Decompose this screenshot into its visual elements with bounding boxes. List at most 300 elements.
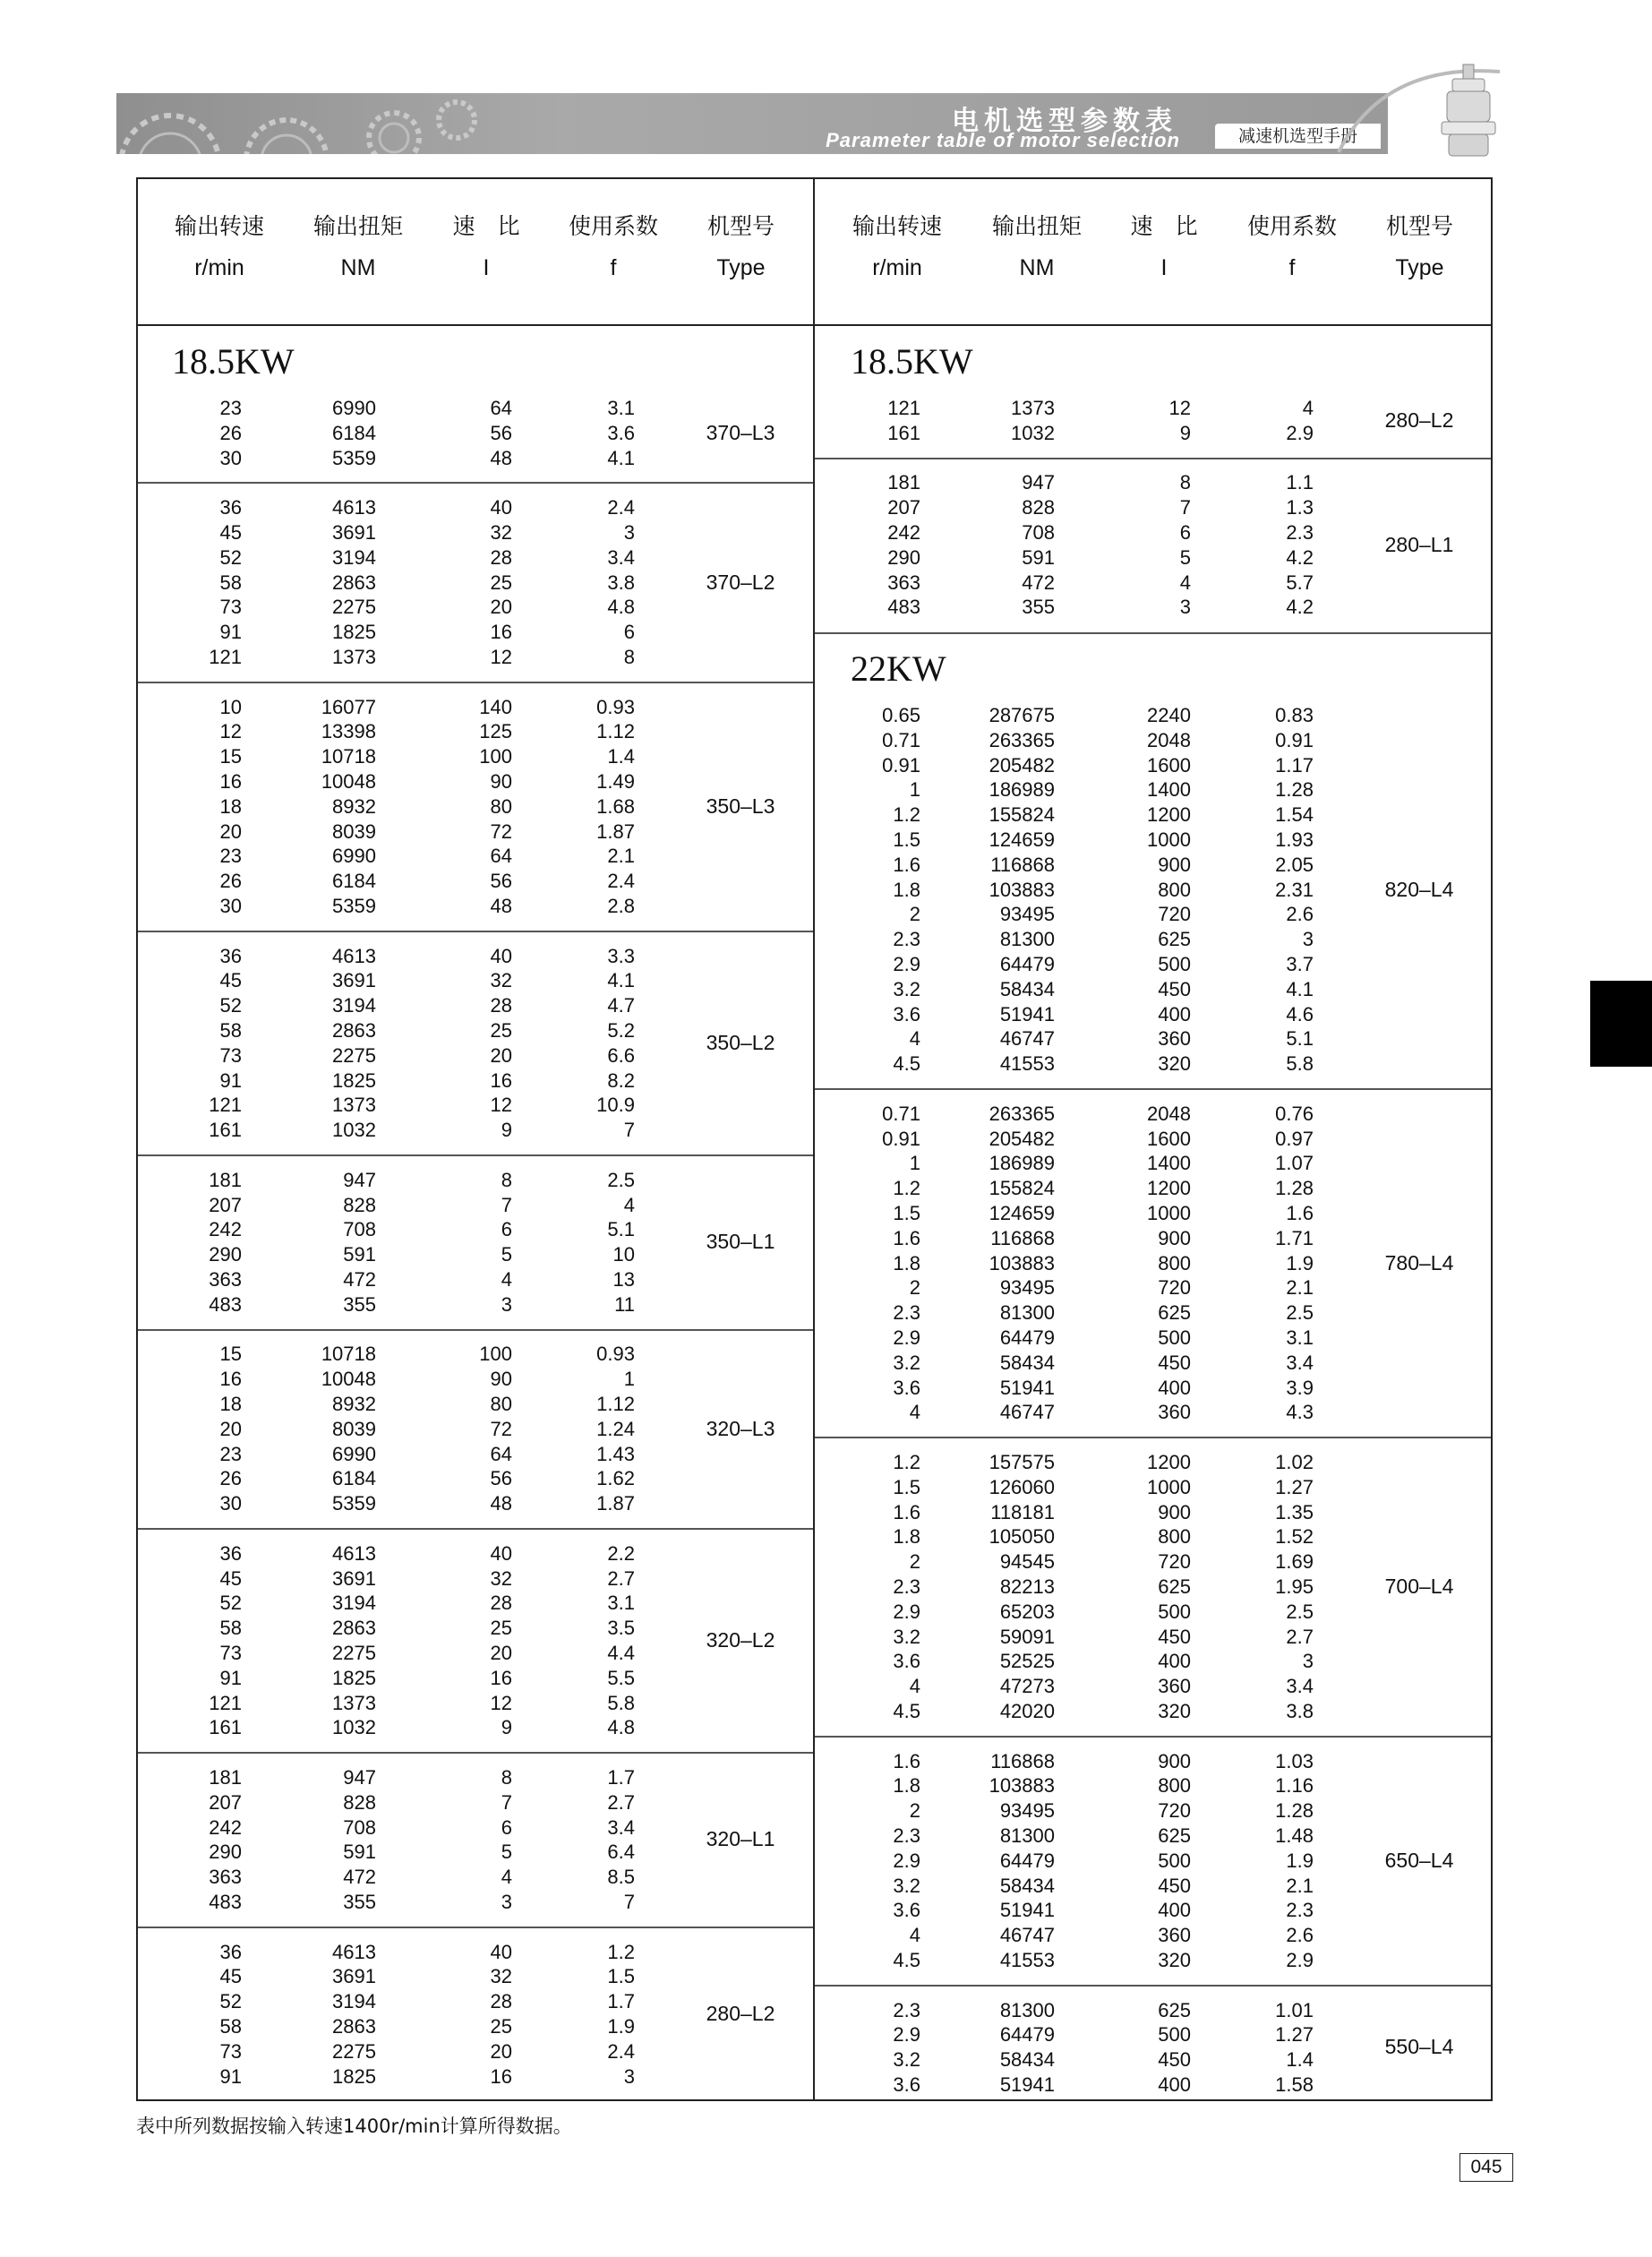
torque-cell: 1032 xyxy=(1011,421,1055,444)
torque-cell: 10048 xyxy=(321,1368,376,1391)
factor-cell: 1.4 xyxy=(1286,2048,1314,2072)
speed-cell: 290 xyxy=(887,545,920,569)
factor-cell: 3.6 xyxy=(607,421,635,444)
factor-cell: 2.1 xyxy=(1286,1874,1314,1897)
torque-cell: 1825 xyxy=(332,1666,376,1689)
ratio-cell: 48 xyxy=(490,1492,512,1515)
speed-cell: 161 xyxy=(887,421,920,444)
factor-cell: 2.1 xyxy=(1286,1276,1314,1300)
factor-cell: 1.87 xyxy=(596,1492,635,1515)
ratio-cell: 28 xyxy=(490,1592,512,1615)
ratio-cell: 1400 xyxy=(1147,1152,1191,1175)
ratio-cell: 1600 xyxy=(1147,753,1191,777)
ratio-cell: 625 xyxy=(1158,1998,1191,2021)
model-type-label: 650–L4 xyxy=(1384,1848,1454,1872)
ratio-cell: 28 xyxy=(490,545,512,569)
torque-cell: 591 xyxy=(343,1841,376,1864)
speed-cell: 363 xyxy=(209,1866,242,1889)
speed-cell: 18 xyxy=(219,1392,242,1415)
speed-cell: 30 xyxy=(219,894,242,917)
factor-cell: 1.6 xyxy=(1286,1201,1314,1224)
speed-cell: 1.5 xyxy=(893,1201,920,1224)
torque-cell: 116868 xyxy=(990,1749,1055,1772)
factor-cell: 1.9 xyxy=(1286,1251,1314,1274)
factor-cell: 1.12 xyxy=(596,1392,635,1415)
torque-cell: 3194 xyxy=(332,1990,376,2013)
torque-cell: 13398 xyxy=(321,720,376,743)
torque-cell: 81300 xyxy=(999,1824,1055,1847)
factor-cell: 1.27 xyxy=(1275,1475,1314,1498)
torque-cell: 5359 xyxy=(332,1492,376,1515)
ratio-cell: 6 xyxy=(1179,520,1191,544)
factor-cell: 1.43 xyxy=(596,1442,635,1465)
factor-cell: 2.1 xyxy=(607,845,635,868)
torque-cell: 41553 xyxy=(999,1052,1055,1076)
torque-cell: 3194 xyxy=(332,994,376,1017)
factor-cell: 1.95 xyxy=(1275,1575,1314,1598)
speed-cell: 30 xyxy=(219,1492,242,1515)
ratio-cell: 6 xyxy=(501,1218,512,1241)
speed-cell: 16 xyxy=(219,769,242,793)
speed-cell: 1.2 xyxy=(893,1451,920,1473)
speed-cell: 1.8 xyxy=(893,1251,920,1274)
speed-cell: 26 xyxy=(219,421,242,444)
model-type-label: 700–L4 xyxy=(1384,1574,1454,1598)
speed-cell: 26 xyxy=(219,870,242,893)
speed-cell: 290 xyxy=(209,1243,242,1266)
speed-cell: 58 xyxy=(219,1018,242,1042)
torque-cell: 124659 xyxy=(989,828,1055,851)
factor-cell: 1.28 xyxy=(1275,1177,1314,1200)
ratio-cell: 56 xyxy=(490,1467,512,1490)
ratio-cell: 64 xyxy=(490,1442,512,1465)
ratio-cell: 1200 xyxy=(1147,1177,1191,1200)
ratio-cell: 450 xyxy=(1158,1625,1191,1648)
torque-cell: 81300 xyxy=(999,1301,1055,1325)
ratio-cell: 20 xyxy=(490,1641,512,1664)
ratio-cell: 320 xyxy=(1158,1699,1191,1722)
speed-cell: 242 xyxy=(209,1815,242,1839)
torque-cell: 591 xyxy=(1022,545,1055,569)
factor-cell: 1.62 xyxy=(596,1467,635,1490)
torque-cell: 58434 xyxy=(999,1874,1055,1897)
speed-cell: 2.3 xyxy=(893,1998,920,2021)
torque-cell: 93495 xyxy=(999,1276,1055,1300)
ratio-cell: 90 xyxy=(490,1368,512,1391)
header-torque: 输出扭矩 NM xyxy=(312,213,403,280)
torque-cell: 2863 xyxy=(332,571,376,594)
torque-cell: 93495 xyxy=(999,1799,1055,1823)
ratio-cell: 4 xyxy=(501,1267,512,1291)
ratio-cell: 360 xyxy=(1158,1401,1191,1424)
torque-cell: 263365 xyxy=(989,728,1055,751)
torque-cell: 2275 xyxy=(332,1641,376,1664)
ratio-cell: 125 xyxy=(479,720,512,743)
speed-cell: 58 xyxy=(219,2014,242,2038)
torque-cell: 105050 xyxy=(989,1525,1055,1549)
ratio-cell: 100 xyxy=(479,1343,512,1366)
factor-cell: 1.17 xyxy=(1275,753,1314,777)
speed-cell: 207 xyxy=(209,1790,242,1814)
factor-cell: 4.1 xyxy=(607,446,635,469)
factor-cell: 3.9 xyxy=(1286,1376,1314,1399)
torque-cell: 5359 xyxy=(332,446,376,469)
torque-cell: 2275 xyxy=(332,1043,376,1067)
group-separator xyxy=(138,1154,813,1156)
ratio-cell: 7 xyxy=(501,1193,512,1216)
factor-cell: 8.2 xyxy=(607,1068,635,1092)
factor-cell: 1.12 xyxy=(596,720,635,743)
factor-cell: 1.7 xyxy=(607,1766,635,1789)
speed-cell: 1.6 xyxy=(893,1749,920,1772)
speed-cell: 483 xyxy=(209,1292,242,1316)
speed-cell: 91 xyxy=(219,1666,242,1689)
speed-cell: 18 xyxy=(219,794,242,818)
torque-cell: 6184 xyxy=(332,1467,376,1490)
torque-cell: 205482 xyxy=(989,1127,1055,1150)
factor-cell: 2.3 xyxy=(1286,520,1314,544)
speed-cell: 1.6 xyxy=(893,1226,920,1249)
factor-cell: 2.8 xyxy=(607,894,635,917)
speed-cell: 4 xyxy=(909,1675,920,1698)
torque-cell: 8039 xyxy=(332,820,376,843)
ratio-cell: 25 xyxy=(490,2014,512,2038)
speed-cell: 121 xyxy=(209,1691,242,1714)
factor-cell: 1.7 xyxy=(607,1990,635,2013)
torque-cell: 58434 xyxy=(999,1351,1055,1374)
torque-cell: 116868 xyxy=(990,853,1055,876)
group-separator xyxy=(815,1437,1491,1438)
model-type-label: 320–L2 xyxy=(706,1628,775,1652)
ratio-cell: 64 xyxy=(490,845,512,868)
ratio-cell: 32 xyxy=(490,969,512,992)
factor-cell: 2.7 xyxy=(607,1790,635,1814)
factor-cell: 6.4 xyxy=(607,1841,635,1864)
section-title-right-1: 18.5KW xyxy=(851,341,973,382)
factor-cell: 5.1 xyxy=(607,1218,635,1241)
torque-cell: 708 xyxy=(343,1815,376,1839)
side-tab-marker xyxy=(1590,981,1652,1067)
factor-cell: 8 xyxy=(623,645,635,668)
factor-cell: 3 xyxy=(1302,928,1314,951)
factor-cell: 2.2 xyxy=(607,1541,635,1565)
torque-cell: 8039 xyxy=(332,1417,376,1440)
speed-cell: 4.5 xyxy=(893,1948,920,1971)
factor-cell: 3.4 xyxy=(1286,1351,1314,1374)
speed-cell: 52 xyxy=(219,994,242,1017)
ratio-cell: 64 xyxy=(490,397,512,419)
model-type-label: 370–L3 xyxy=(706,420,775,444)
model-type-label: 370–L2 xyxy=(706,570,775,594)
torque-cell: 64479 xyxy=(999,1849,1055,1872)
factor-cell: 7 xyxy=(623,1119,635,1142)
header-type-right: 机型号 Type xyxy=(1385,213,1453,280)
torque-cell: 1373 xyxy=(332,645,376,668)
ratio-cell: 450 xyxy=(1158,2048,1191,2072)
speed-cell: 36 xyxy=(219,1940,242,1963)
model-type-label: 280–L2 xyxy=(1384,408,1454,432)
ratio-cell: 12 xyxy=(490,1691,512,1714)
torque-cell: 81300 xyxy=(999,1998,1055,2021)
model-type-label: 820–L4 xyxy=(1384,877,1454,901)
ratio-cell: 16 xyxy=(490,1666,512,1689)
model-type-label: 280–L2 xyxy=(706,2002,775,2025)
factor-cell: 1.71 xyxy=(1275,1226,1314,1249)
speed-cell: 1 xyxy=(909,1152,920,1175)
page-title: 电机选型参数表 xyxy=(952,106,1177,137)
torque-cell: 472 xyxy=(343,1866,376,1889)
factor-cell: 4.8 xyxy=(607,596,635,619)
speed-cell: 15 xyxy=(219,1343,242,1366)
ratio-cell: 20 xyxy=(490,1043,512,1067)
factor-cell: 1.07 xyxy=(1275,1152,1314,1175)
torque-cell: 103883 xyxy=(989,1251,1055,1274)
speed-cell: 207 xyxy=(887,496,920,519)
ratio-cell: 720 xyxy=(1158,1799,1191,1823)
torque-cell: 6990 xyxy=(332,397,376,419)
torque-cell: 708 xyxy=(1022,520,1055,544)
torque-cell: 1373 xyxy=(1011,397,1055,419)
factor-cell: 3.8 xyxy=(1286,1699,1314,1722)
factor-cell: 1.01 xyxy=(1275,1998,1314,2021)
ratio-cell: 25 xyxy=(490,571,512,594)
factor-cell: 5.7 xyxy=(1286,571,1314,594)
ratio-cell: 900 xyxy=(1158,1500,1191,1523)
torque-cell: 10718 xyxy=(321,745,376,768)
ratio-cell: 56 xyxy=(490,421,512,444)
speed-cell: 15 xyxy=(219,745,242,768)
factor-cell: 1.48 xyxy=(1275,1824,1314,1847)
torque-cell: 947 xyxy=(343,1766,376,1789)
ratio-cell: 3 xyxy=(501,1292,512,1316)
ratio-cell: 72 xyxy=(490,1417,512,1440)
factor-cell: 3.5 xyxy=(607,1617,635,1640)
ratio-cell: 16 xyxy=(490,1068,512,1092)
torque-cell: 3691 xyxy=(332,1566,376,1590)
torque-cell: 94545 xyxy=(999,1550,1055,1574)
factor-cell: 4.6 xyxy=(1286,1002,1314,1026)
torque-cell: 116868 xyxy=(990,1226,1055,1249)
ratio-cell: 40 xyxy=(490,496,512,519)
speed-cell: 121 xyxy=(209,645,242,668)
speed-cell: 1.6 xyxy=(893,1500,920,1523)
factor-cell: 1.52 xyxy=(1275,1525,1314,1549)
factor-cell: 4.1 xyxy=(1286,977,1314,1000)
speed-cell: 2.3 xyxy=(893,928,920,951)
torque-cell: 157575 xyxy=(989,1451,1055,1473)
torque-cell: 472 xyxy=(1022,571,1055,594)
factor-cell: 1.58 xyxy=(1275,2072,1314,2096)
factor-cell: 5.1 xyxy=(1286,1027,1314,1051)
torque-cell: 46747 xyxy=(999,1924,1055,1947)
factor-cell: 2.6 xyxy=(1286,903,1314,926)
speed-cell: 2.3 xyxy=(893,1824,920,1847)
torque-cell: 6990 xyxy=(332,1442,376,1465)
factor-cell: 2.5 xyxy=(1286,1600,1314,1623)
torque-cell: 355 xyxy=(343,1292,376,1316)
speed-cell: 4 xyxy=(909,1027,920,1051)
torque-cell: 6990 xyxy=(332,845,376,868)
factor-cell: 13 xyxy=(612,1267,635,1291)
speed-cell: 181 xyxy=(209,1766,242,1789)
ratio-cell: 20 xyxy=(490,596,512,619)
group-separator xyxy=(138,1528,813,1530)
ratio-cell: 500 xyxy=(1158,1326,1191,1349)
ratio-cell: 4 xyxy=(501,1866,512,1889)
ratio-cell: 7 xyxy=(1179,496,1191,519)
torque-cell: 46747 xyxy=(999,1027,1055,1051)
speed-cell: 242 xyxy=(887,520,920,544)
torque-cell: 103883 xyxy=(989,878,1055,901)
speed-cell: 4 xyxy=(909,1924,920,1947)
factor-cell: 2.4 xyxy=(607,870,635,893)
speed-cell: 91 xyxy=(219,621,242,644)
ratio-cell: 500 xyxy=(1158,952,1191,975)
ratio-cell: 360 xyxy=(1158,1027,1191,1051)
speed-cell: 1.8 xyxy=(893,1774,920,1798)
speed-cell: 1.2 xyxy=(893,803,920,827)
footnote: 表中所列数据按输入转速1400r/min计算所得数据。 xyxy=(136,2115,572,2137)
factor-cell: 11 xyxy=(614,1292,635,1316)
torque-cell: 118181 xyxy=(990,1500,1055,1523)
torque-cell: 4613 xyxy=(332,496,376,519)
speed-cell: 1.8 xyxy=(893,878,920,901)
speed-cell: 52 xyxy=(219,1592,242,1615)
factor-cell: 0.97 xyxy=(1275,1127,1314,1150)
ratio-cell: 100 xyxy=(479,745,512,768)
ratio-cell: 5 xyxy=(501,1841,512,1864)
ratio-cell: 400 xyxy=(1158,1650,1191,1673)
speed-cell: 45 xyxy=(219,1566,242,1590)
ratio-cell: 20 xyxy=(490,2039,512,2063)
ratio-cell: 625 xyxy=(1158,928,1191,951)
gears-decoration xyxy=(116,93,492,154)
torque-cell: 4613 xyxy=(332,1940,376,1963)
speed-cell: 3.6 xyxy=(893,1899,920,1922)
torque-cell: 10048 xyxy=(321,769,376,793)
ratio-cell: 12 xyxy=(1168,397,1191,419)
torque-cell: 58434 xyxy=(999,977,1055,1000)
torque-cell: 126060 xyxy=(989,1475,1055,1498)
torque-cell: 3194 xyxy=(332,1592,376,1615)
speed-cell: 45 xyxy=(219,1965,242,1988)
factor-cell: 2.9 xyxy=(1286,1948,1314,1971)
factor-cell: 4.7 xyxy=(607,994,635,1017)
factor-cell: 1.27 xyxy=(1275,2023,1314,2047)
factor-cell: 1.49 xyxy=(596,769,635,793)
factor-cell: 3.3 xyxy=(607,944,635,967)
speed-cell: 3.2 xyxy=(893,2048,920,2072)
speed-cell: 16 xyxy=(219,1368,242,1391)
factor-cell: 1.9 xyxy=(607,2014,635,2038)
speed-cell: 23 xyxy=(219,397,242,419)
ratio-cell: 5 xyxy=(1179,545,1191,569)
speed-cell: 0.65 xyxy=(882,704,920,726)
ratio-cell: 4 xyxy=(1179,571,1191,594)
factor-cell: 3 xyxy=(623,520,635,544)
group-separator xyxy=(815,458,1491,459)
factor-cell: 1.24 xyxy=(596,1417,635,1440)
ratio-cell: 900 xyxy=(1158,1226,1191,1249)
ratio-cell: 400 xyxy=(1158,1899,1191,1922)
factor-cell: 6.6 xyxy=(607,1043,635,1067)
ratio-cell: 1000 xyxy=(1147,828,1191,851)
speed-cell: 23 xyxy=(219,845,242,868)
speed-cell: 290 xyxy=(209,1841,242,1864)
ratio-cell: 28 xyxy=(490,994,512,1017)
torque-cell: 47273 xyxy=(999,1675,1055,1698)
model-type-label: 320–L3 xyxy=(706,1416,775,1440)
ratio-cell: 625 xyxy=(1158,1301,1191,1325)
speed-cell: 4 xyxy=(909,1401,920,1424)
factor-cell: 1.9 xyxy=(1286,1849,1314,1872)
torque-cell: 10718 xyxy=(321,1343,376,1366)
factor-cell: 0.93 xyxy=(596,1343,635,1366)
factor-cell: 3.1 xyxy=(607,1592,635,1615)
ratio-cell: 625 xyxy=(1158,1575,1191,1598)
group-separator xyxy=(138,931,813,932)
model-type-label: 780–L4 xyxy=(1384,1250,1454,1274)
torque-cell: 3691 xyxy=(332,520,376,544)
speed-cell: 161 xyxy=(209,1716,242,1739)
factor-cell: 3.1 xyxy=(1286,1326,1314,1349)
factor-cell: 2.3 xyxy=(1286,1899,1314,1922)
speed-cell: 1.2 xyxy=(893,1177,920,1200)
torque-cell: 287675 xyxy=(989,704,1055,726)
speed-cell: 52 xyxy=(219,1990,242,2013)
factor-cell: 4.4 xyxy=(607,1641,635,1664)
speed-cell: 4.5 xyxy=(893,1699,920,1722)
factor-cell: 6 xyxy=(623,621,635,644)
ratio-cell: 16 xyxy=(490,621,512,644)
torque-cell: 124659 xyxy=(989,1201,1055,1224)
speed-cell: 363 xyxy=(887,571,920,594)
ratio-cell: 9 xyxy=(501,1119,512,1142)
factor-cell: 1 xyxy=(623,1368,635,1391)
factor-cell: 5.8 xyxy=(607,1691,635,1714)
factor-cell: 1.3 xyxy=(1286,496,1314,519)
group-separator xyxy=(815,1736,1491,1738)
factor-cell: 3.4 xyxy=(607,1815,635,1839)
ratio-cell: 25 xyxy=(490,1617,512,1640)
speed-cell: 20 xyxy=(219,820,242,843)
factor-cell: 3.7 xyxy=(1286,952,1314,975)
torque-cell: 51941 xyxy=(999,2072,1055,2096)
speed-cell: 36 xyxy=(219,496,242,519)
gear-reducer-icon xyxy=(1433,63,1504,161)
speed-cell: 10 xyxy=(219,695,242,718)
speed-cell: 2 xyxy=(909,1550,920,1574)
torque-cell: 64479 xyxy=(999,1326,1055,1349)
factor-cell: 8.5 xyxy=(607,1866,635,1889)
factor-cell: 2.6 xyxy=(1286,1924,1314,1947)
speed-cell: 73 xyxy=(219,2039,242,2063)
speed-cell: 363 xyxy=(209,1267,242,1291)
torque-cell: 51941 xyxy=(999,1899,1055,1922)
ratio-cell: 1200 xyxy=(1147,1451,1191,1473)
torque-cell: 263365 xyxy=(989,1102,1055,1125)
group-separator xyxy=(138,1752,813,1754)
ratio-cell: 500 xyxy=(1158,1849,1191,1872)
speed-cell: 0.71 xyxy=(882,728,920,751)
ratio-cell: 450 xyxy=(1158,1351,1191,1374)
factor-cell: 10 xyxy=(612,1243,635,1266)
ratio-cell: 8 xyxy=(501,1766,512,1789)
model-type-label: 320–L1 xyxy=(706,1827,775,1851)
factor-cell: 1.28 xyxy=(1275,778,1314,802)
section-title-right-2: 22KW xyxy=(851,648,946,689)
ratio-cell: 320 xyxy=(1158,1052,1191,1076)
